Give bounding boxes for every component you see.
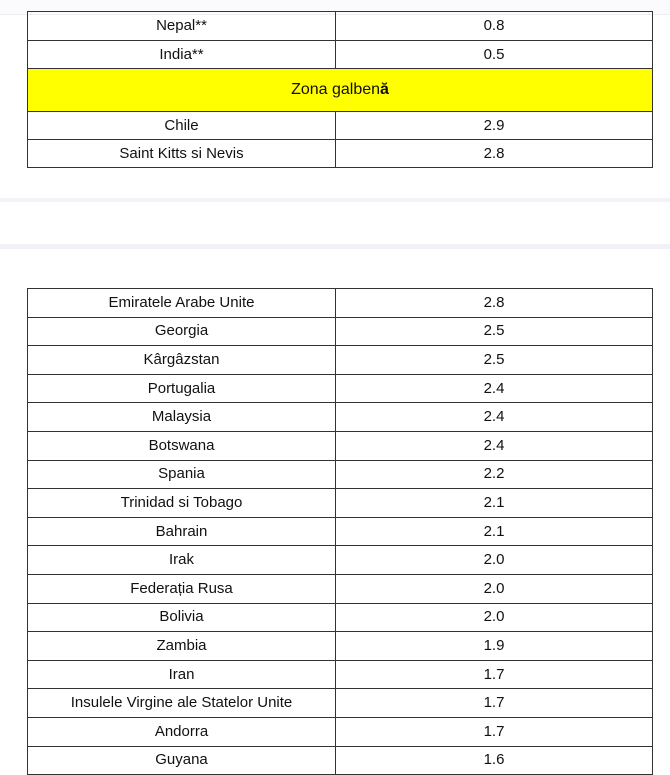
value-cell: 1.7 — [336, 689, 653, 718]
country-cell: Bolivia — [28, 603, 336, 632]
table-row — [28, 374, 653, 403]
table-row — [28, 660, 653, 689]
country-cell: Insulele Virgine ale Statelor Unite — [28, 689, 336, 718]
value-cell: 2.4 — [336, 431, 653, 460]
table-row — [28, 517, 653, 546]
country-cell: Kârgâzstan — [28, 346, 336, 375]
table-row — [28, 546, 653, 575]
zone-label: Zona galben — [291, 81, 381, 98]
table-row — [28, 12, 653, 41]
value-cell: 2.5 — [336, 317, 653, 346]
table-row — [28, 112, 653, 140]
table-row — [28, 289, 653, 318]
value-cell: 2.5 — [336, 346, 653, 375]
value-cell: 0.8 — [336, 12, 653, 41]
country-cell: Irak — [28, 546, 336, 575]
value-cell: 1.6 — [336, 746, 653, 775]
value-cell: 0.5 — [336, 41, 653, 69]
country-cell: Andorra — [28, 717, 336, 746]
table-row — [28, 317, 653, 346]
country-cell: Chile — [28, 112, 336, 140]
page-break-edge — [0, 244, 670, 249]
value-cell: 2.4 — [336, 403, 653, 432]
table-row — [28, 689, 653, 718]
country-cell: Trinidad si Tobago — [28, 489, 336, 518]
table-row — [28, 41, 653, 69]
country-cell: Iran — [28, 660, 336, 689]
country-cell: Georgia — [28, 317, 336, 346]
country-cell: Zambia — [28, 632, 336, 661]
table-row — [28, 746, 653, 775]
table-row — [28, 403, 653, 432]
country-cell: Malaysia — [28, 403, 336, 432]
country-rate-table-top — [27, 11, 653, 168]
value-cell: 2.4 — [336, 374, 653, 403]
table-row — [28, 603, 653, 632]
value-cell: 2.8 — [336, 140, 653, 168]
table-row — [28, 632, 653, 661]
zone-label-bold: ă — [380, 81, 389, 98]
table-row — [28, 574, 653, 603]
value-cell: 2.9 — [336, 112, 653, 140]
table-row — [28, 489, 653, 518]
table-row — [28, 346, 653, 375]
value-cell: 2.8 — [336, 289, 653, 318]
value-cell: 1.9 — [336, 632, 653, 661]
country-cell: India** — [28, 41, 336, 69]
value-cell: 1.7 — [336, 660, 653, 689]
page-break-edge — [0, 198, 670, 202]
table-row — [28, 431, 653, 460]
value-cell: 2.1 — [336, 517, 653, 546]
zone-header-row — [28, 69, 653, 112]
value-cell: 2.0 — [336, 603, 653, 632]
country-rate-table-bottom — [27, 288, 653, 775]
country-cell: Saint Kitts si Nevis — [28, 140, 336, 168]
value-cell: 2.1 — [336, 489, 653, 518]
country-cell: Portugalia — [28, 374, 336, 403]
value-cell: 1.7 — [336, 717, 653, 746]
table-row — [28, 460, 653, 489]
country-cell: Emiratele Arabe Unite — [28, 289, 336, 318]
table-row — [28, 140, 653, 168]
country-cell: Bahrain — [28, 517, 336, 546]
page-break — [0, 198, 670, 250]
value-cell: 2.0 — [336, 546, 653, 575]
country-cell: Botswana — [28, 431, 336, 460]
country-cell: Spania — [28, 460, 336, 489]
table-row — [28, 717, 653, 746]
country-cell: Federația Rusa — [28, 574, 336, 603]
zone-header-cell — [28, 69, 653, 112]
value-cell: 2.0 — [336, 574, 653, 603]
value-cell: 2.2 — [336, 460, 653, 489]
country-cell: Guyana — [28, 746, 336, 775]
country-cell: Nepal** — [28, 12, 336, 41]
